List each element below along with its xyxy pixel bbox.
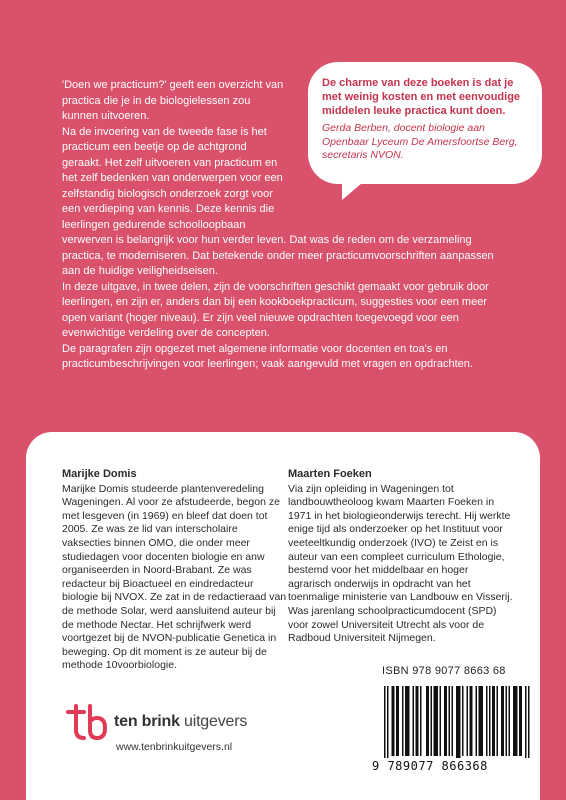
barcode-bar xyxy=(497,686,499,756)
barcode-bar xyxy=(402,686,404,756)
quote-text: De charme van deze boeken is dat je met weinig kosten en met eenvoudige middelen leuke practica kunt doen. xyxy=(322,77,521,117)
barcode-bar xyxy=(417,686,419,756)
author-bio: Marijke Domis studeerde plantenveredeling Wageningen. Al voor ze afstudeerde, begon ze met lesgeven (in 1969) en bleef dat doen tot 2005. Ze was ze lid van interscholaire vaksecties binnen OMO, die onder meer studiedagen voor docenten biologie en anw organiseerden in Noord-Brabant. Ze was redacteur bij Bioactueel en eindredacteur biologie bij NVOX. Ze zat in de redactieraad van de methode Solar, werd aansluitend auteur bij de methode Nectar. Het schrijfwerk werd voortgezet bij de NVON-publicatie Genetica in beweging. Op dit moment is ze auteur bij de methode 10voorbiologie. xyxy=(62,482,287,672)
barcode-bar xyxy=(440,686,442,756)
barcode-bar xyxy=(506,686,508,756)
barcode-bar xyxy=(405,686,407,756)
barcode-bar xyxy=(408,686,410,756)
barcode-bar xyxy=(482,686,484,756)
quote-bubble-tail xyxy=(342,178,368,200)
intro-paragraph-2a: Na de invoering van de tweede fase is het practicum een beetje op de achtgrond geraakt. Het zelf uitvoeren van practicum en het zelf bedenken van onderwerpen voor een zelfstandig biologisch onderzoek zorgt voor een verdieping van kennis. Deze kennis die leerlingen gedurende schoolloopbaan xyxy=(62,125,283,231)
barcode-bar xyxy=(521,686,523,756)
barcode-bar xyxy=(426,686,428,756)
barcode-bar xyxy=(479,686,481,756)
quote-bubble xyxy=(308,62,542,184)
author-block-foeken xyxy=(288,468,514,646)
publisher-logo xyxy=(64,704,247,740)
barcode-bar xyxy=(516,686,518,756)
intro-paragraph-1: 'Doen we practicum?' geeft een overzicht van practica die je in de biologielessen zou kunnen uitvoeren. xyxy=(62,79,284,122)
barcode-bar xyxy=(444,686,446,756)
publisher-name-bold: ten brink xyxy=(114,713,180,730)
barcode-bar xyxy=(492,686,494,756)
barcode-bar xyxy=(476,686,478,756)
barcode-bar xyxy=(431,686,433,756)
barcode-bar xyxy=(413,686,415,756)
barcode-bar xyxy=(452,686,454,756)
barcode-bar xyxy=(525,686,527,758)
barcode-bar xyxy=(407,686,409,756)
publisher-logo-icon xyxy=(64,704,108,740)
barcode-bar xyxy=(515,686,517,756)
publisher-name xyxy=(114,713,247,731)
barcode-bar xyxy=(471,686,473,756)
author-name: Marijke Domis xyxy=(62,468,137,480)
barcode-bar xyxy=(387,686,389,758)
barcode-bar xyxy=(446,686,448,756)
barcode-bar xyxy=(416,686,418,756)
barcode-bar xyxy=(513,686,515,756)
quote-attribution: Gerda Berben, docent biologie aan Openbaar Lyceum De Amersfoortse Berg, secretaris NVON. xyxy=(322,122,518,161)
author-bio: Via zijn opleiding in Wageningen tot landbouwtheoloog kwam Maarten Foeken in 1971 in het biologieonderwijs terecht. Hij werkte enige tijd als onderzoeker op het Instituut voor veeteeltkundig onderzoek (IVO) te Zeist en is auteur van een compleet curriculum Ethologie, bestemd voor het middelbaar en hoger agrarisch onderwijs in opdracht van het toenmalige ministerie van Landbouw en Visserij. Was jarenlang schoolpracticumdocent (SPD) voor zowel Universiteit Utrecht als voor de Radboud Universiteit Nijmegen. xyxy=(288,482,513,645)
barcode-bar xyxy=(462,686,464,756)
back-cover-info-panel xyxy=(26,432,540,800)
barcode-bar xyxy=(470,686,472,756)
barcode-bar xyxy=(398,686,400,756)
barcode-bar xyxy=(509,686,511,756)
barcode-bar xyxy=(489,686,491,756)
barcode-bar xyxy=(503,686,505,756)
barcode-bar xyxy=(486,686,488,756)
barcode-bar xyxy=(501,686,503,756)
barcode-bar xyxy=(480,686,482,756)
barcode-bars xyxy=(372,682,534,758)
barcode-bar xyxy=(434,686,436,756)
barcode-bar xyxy=(428,686,430,756)
barcode-bar xyxy=(437,686,439,756)
barcode-bar xyxy=(528,686,530,758)
isbn-label: ISBN 978 9077 8663 68 xyxy=(382,665,506,677)
barcode-bar xyxy=(420,686,422,756)
author-block-domis xyxy=(62,468,288,673)
intro-paragraph-3: In deze uitgave, in twee delen, zijn de voorschriften geschikt gemaakt voor gebruik door leerlingen, en zijn er, anders dan bij een kookboekpracticum, suggesties voor een meer open variant (hoger niveau). Er zijn veel nieuwe opdrachten toegevoegd voor een evenwichtige verdeling over de concepten. xyxy=(62,280,489,339)
barcode xyxy=(372,682,534,777)
publisher-website: www.tenbrinkuitgevers.nl xyxy=(116,741,233,753)
barcode-bar xyxy=(384,686,386,758)
barcode-bar xyxy=(396,686,398,756)
barcode-bar xyxy=(435,686,437,756)
barcode-bar xyxy=(458,686,460,758)
barcode-bar xyxy=(392,686,394,756)
barcode-bar xyxy=(519,686,521,756)
intro-paragraph-4: De paragrafen zijn opgezet met algemene informatie voor docenten en toa's en practicumbeschrijvingen voor leerlingen; vaak aangevuld met vragen en opdrachten. xyxy=(62,342,473,370)
author-name: Maarten Foeken xyxy=(288,468,372,480)
barcode-bar xyxy=(393,686,395,756)
publisher-name-rest: uitgevers xyxy=(179,713,248,730)
intro-paragraph-2b: verwerven is belangrijk voor hun verder leven. Dat was de reden om de verzameling practica, te moderniseren. Dat betekende onder meer practicumvoorschriften aanpassen aan de huidige veiligheidseisen. xyxy=(62,234,494,277)
barcode-bar xyxy=(494,686,496,756)
barcode-digits: 9 789077 866368 xyxy=(372,759,488,773)
barcode-bar xyxy=(467,686,469,756)
barcode-bar xyxy=(459,686,461,758)
barcode-bar xyxy=(456,686,458,758)
barcode-bar xyxy=(449,686,451,756)
